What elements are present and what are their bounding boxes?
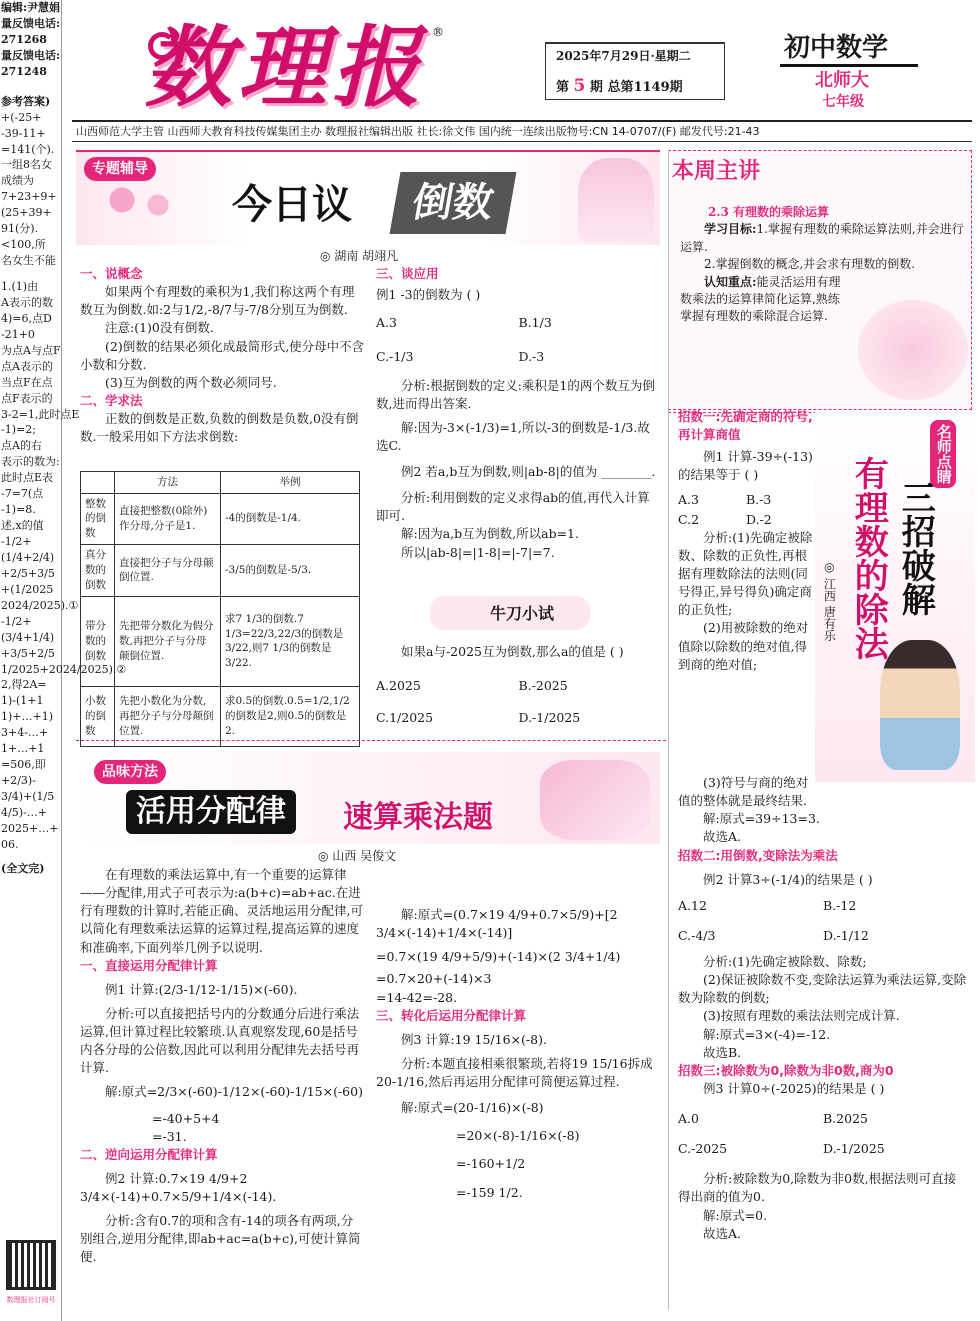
- left-strip-line: 一组8名女: [1, 158, 52, 172]
- left-strip-line: -1/2+: [1, 535, 32, 548]
- masthead-logo: 数理报 ®: [144, 16, 444, 119]
- teacher-author: ◎ 江西 唐有乐: [822, 560, 837, 642]
- left-strip-line: -1)=2;: [1, 423, 36, 437]
- left-strip-line: 参考答案): [1, 94, 51, 108]
- left-strip-line: 271248: [1, 64, 47, 78]
- left-strip-line: 2024/2025).①: [1, 598, 79, 612]
- teacher-tag: 名师点睛: [930, 420, 956, 488]
- edition: 北师大: [815, 70, 869, 91]
- left-strip-line: 点A表示的: [1, 359, 53, 373]
- left-strip-line: 此时点E表: [1, 471, 54, 485]
- left-strip-line: 1/2025+2024/2025).②: [1, 662, 127, 676]
- info-bar: 山西师范大学主管 山西师大教育科技传媒集团主办 数理报社编辑出版 社长:徐文伟 国内统一连续出版物号:CN 14-0707/(F) 邮发代号:21-43: [76, 125, 760, 138]
- tag-method: 品味方法: [94, 760, 166, 784]
- left-strip-line: 7+23+9+: [1, 190, 57, 204]
- left-strip-line: 点F表示的: [1, 391, 53, 405]
- left-strip-line: 2,得2A=: [1, 678, 47, 692]
- tag-topic: 专题辅导: [84, 157, 156, 181]
- left-strip-line: +3/5+2/5: [1, 646, 55, 660]
- left-strip-line: 1.(1)由: [1, 280, 39, 293]
- teacher-title1: 三招破解: [895, 480, 936, 616]
- left-strip-line: -39-11+: [1, 126, 46, 140]
- left-strip-line: 编辑:尹慧娟: [1, 1, 61, 14]
- girls-reading-illustration: [540, 760, 650, 840]
- left-strip-line: -1)=8.: [1, 503, 36, 517]
- grade: 七年级: [822, 94, 864, 110]
- method-table: 方法 举例 整数的倒数 直接把整数(0除外)作分母,分子是1. -4的倒数是-1/4. 真分数的倒数 直接把分子与分母颠倒位置. -3/5的倒数是-5/3. 带分数的倒数 先把带分数化为假分数,再把分子与分母颠倒位置. 求7 1/3的倒数.7 1/3=22/3,22/3的倒数是3/22,则7 1/3的倒数是3/22. 小数的倒数 先把小数化为分数,再把分子与分母颠倒位置. 求0.5的倒数.0.5=1/2,1/2的倒数是2,则0.5的倒数是2.: [80, 471, 360, 747]
- left-strip-line: 为点A与点F: [1, 343, 61, 357]
- left-strip-line: +(-25+: [1, 110, 42, 124]
- left-strip-line: 1+…+1: [1, 742, 45, 756]
- left-strip-line: 271268: [1, 32, 47, 46]
- left-strip-line: +(1/2025: [1, 582, 54, 596]
- left-strip-line: (1/4+2/4): [1, 550, 55, 564]
- article-distributive-left: 在有理数的乘法运算中,有一个重要的运算律——分配律,用式子可表示为:a(b+c)=ab+ac.在进行有理数的计算时,若能正确、灵活地运用分配律,可以简化有理数乘法运算的运算过程,提高运算的速度和准确率,下面列举几例予以说明. 一、直接运用分配律计算 例1 计算:(2/3-1/12-1/15)×(-60). 分析:可以直接把括号内的分数通分后进行乘法运算,但计算过程比较繁琐.认真观察发现,60是括号内各分母的公倍数,因此可以利用分配律先去括号再计算. 解:原式=2/3×(-60)-1/12×(-60)-1/15×(-60) =-40+5+4 =-31. 二、逆向运用分配律计算 例2 计算:0.7×19 4/9+2 3/4×(-14)+0.7×5/9+1/4×(-14). 分析:含有0.7的项和含有-14的项各有两项,分别组合,逆用分配律,即ab+ac=a(b+c),可使计算简便.: [80, 867, 363, 1265]
- left-strip-line: 3-2=1,此时点E: [1, 407, 80, 421]
- left-strip-line: 成绩为: [1, 174, 34, 188]
- qr-caption: 数理报社订阅号: [6, 1296, 56, 1304]
- left-strip-line: -21+0: [1, 327, 35, 341]
- article-reciprocal-right: 三、谈应用 例1 -3的倒数为 ( ) A.3 B.1/3 C.-1/3 D.-3 分析:根据倒数的定义:乘积是1的两个数互为倒数,进而得出答案. 解:因为-3×(-1/3)=1,所以-3的倒数是-1/3.故选C. 例2 若a,b互为倒数,则|ab-8|的值为 ________. 分析:利用倒数的定义求得ab的值,再代入计算即可. 解:因为a,b互为倒数,所以ab=1. 所以|ab-8|=|1-8|=|-7|=7.: [376, 266, 656, 560]
- trick1: 招数一:先确定商的符号,再计算商值 例1 计算-39÷(-13)的结果等于 ( ) A.3 B.-3 C.2 D.-2 分析:(1)先确定被除数、除数的正负性,再根据有理数除法的法则(同号得正,异号得负)确定商的正负性; (2)用被除数的绝对值除以除数的绝对值,得到商的绝对值;: [678, 409, 813, 672]
- left-strip-line: 91(分).: [1, 222, 39, 236]
- article-distributive-right: 解:原式=(0.7×19 4/9+0.7×5/9)+[2 3/4×(-14)+1/4×(-14)] =0.7×(19 4/9+5/9)+(-14)×(2 3/4+1/4) =0.7×20+(-14)×3 =14-42=-28. 三、转化后运用分配律计算 例3 计算:19 15/16×(-8). 分析:本题直接相乘很繁琐,若将19 15/16拆成20-1/16,然后再运用分配律可简便运算过程. 解:原式=(20-1/16)×(-8) =20×(-8)-1/16×(-8) =-160+1/2 =-159 1/2.: [376, 907, 653, 1200]
- left-strip-line: 4)=6,点D: [1, 311, 52, 325]
- banner-highlight: 倒数: [390, 172, 517, 234]
- left-strip-line: 量反馈电话:: [1, 48, 61, 62]
- cartoon-man-illustration: [880, 640, 960, 770]
- left-strip-line: 量反馈电话:: [1, 16, 61, 30]
- left-strip-line: =141(个).: [1, 142, 55, 156]
- left-strip-line: 2025+…+: [1, 821, 59, 835]
- left-strip-line: 表示的数为:: [1, 455, 60, 469]
- article-reciprocal-left: 一、说概念 如果两个有理数的乘积为1,我们称这两个有理数互为倒数.如:2与1/2,-8/7与-7/8分别互为倒数. 注意:(1)0没有倒数. (2)倒数的结果必须化成最简形式,使分母中不含小数和分数. (3)互为倒数的两个数必须同号. 二、学求法 正数的倒数是正数,负数的倒数是负数,0没有倒数.一般采用如下方法求倒数:: [80, 266, 365, 445]
- teacher-title2: 有理数的除法: [848, 456, 889, 660]
- left-strip-line: (全文完): [1, 861, 45, 875]
- try-question: 如果a与-2025互为倒数,那么a的值是 ( ) A.2025 B.-2025 C.1/2025 D.-1/2025: [376, 644, 624, 726]
- flowerpot-illustration: [95, 185, 185, 235]
- left-strip-line: 述,x的值: [1, 519, 44, 533]
- left-strip-line: (25+39+: [1, 206, 52, 220]
- left-strip-line: 3+4-…+: [1, 726, 49, 740]
- banner-title: 今日议: [232, 182, 352, 228]
- doctor-illustration: [858, 300, 968, 400]
- qr-code: [6, 1240, 56, 1290]
- left-strip-line: =506,即: [1, 758, 46, 772]
- left-strip-line: 1)-(1+1: [1, 694, 44, 708]
- author-1: ◎ 湖南 胡翊凡: [320, 249, 399, 263]
- left-strip-line: 名女生不能: [1, 254, 56, 268]
- left-strip-line: A表示的数: [1, 295, 53, 309]
- left-strip-line: 3/4)+(1/5: [1, 790, 55, 803]
- weekly-content: 2.3 有理数的乘除运算 学习目标:1.掌握有理数的乘除运算法则,并会进行运算. 2.掌握倒数的概念,并会求有理数的倒数. 认知重点:能灵活运用有理数乘法的运算律简化运算,熟练掌握有理数的乘除混合运算.: [680, 205, 964, 324]
- left-strip-line: 1)+…+1): [1, 710, 54, 724]
- left-strip-line: 4/5)-…+: [1, 805, 47, 819]
- trick1-continued: (3)符号与商的绝对值的整体就是最终结果. 解:原式=39÷13=3. 故选A. 招数二:用倒数,变除法为乘法 例2 计算3÷(-1/4)的结果是 ( ) A.12 B.-12 C.-4/3 D.-1/12 分析:(1)先确定被除数、除数; (2)保证被除数不变,变除法运算为乘法运算,变除数为除数的倒数; (3)按照有理数的乘法法则完成计算. 解:原式=3×(-4)=-12. 故选B. 招数三:被除数为0,除数为非0数,商为0 例3 计算0÷(-2025)的结果是 ( ) A.0 B.2025 C.-2025 D.-1/2025 分析:被除数为0,除数为非0数,根据法则可直接得出商的值为0. 解:原式=0. 故选A.: [678, 775, 967, 1241]
- date-box: 2025年7月29日·星期二 第 5 期 总第1149期: [545, 42, 725, 100]
- left-strip-line: +2/5+3/5: [1, 566, 55, 580]
- left-strip-line: -7=7(点: [1, 487, 44, 501]
- banner2-title2: 速算乘法题: [343, 800, 493, 835]
- left-strip-line: 当点F在点: [1, 375, 53, 389]
- left-strip-line: +2/3)-: [1, 774, 36, 788]
- weekly-tag: 本周主讲: [672, 159, 761, 184]
- subject-title: 初中数学: [784, 33, 889, 63]
- author-2: ◎ 山西 吴俊文: [318, 849, 397, 863]
- left-strip-line: -1/2+: [1, 614, 32, 628]
- banner2-title1: 活用分配律: [126, 790, 296, 834]
- left-strip-line: 点A的右: [1, 439, 42, 453]
- left-strip-line: (3/4+1/4): [1, 630, 55, 644]
- left-strip-line: <100,所: [1, 238, 46, 252]
- left-strip-line: 06.: [1, 837, 19, 851]
- try-title: 牛刀小试: [490, 604, 555, 623]
- girl-illustration: [578, 158, 654, 242]
